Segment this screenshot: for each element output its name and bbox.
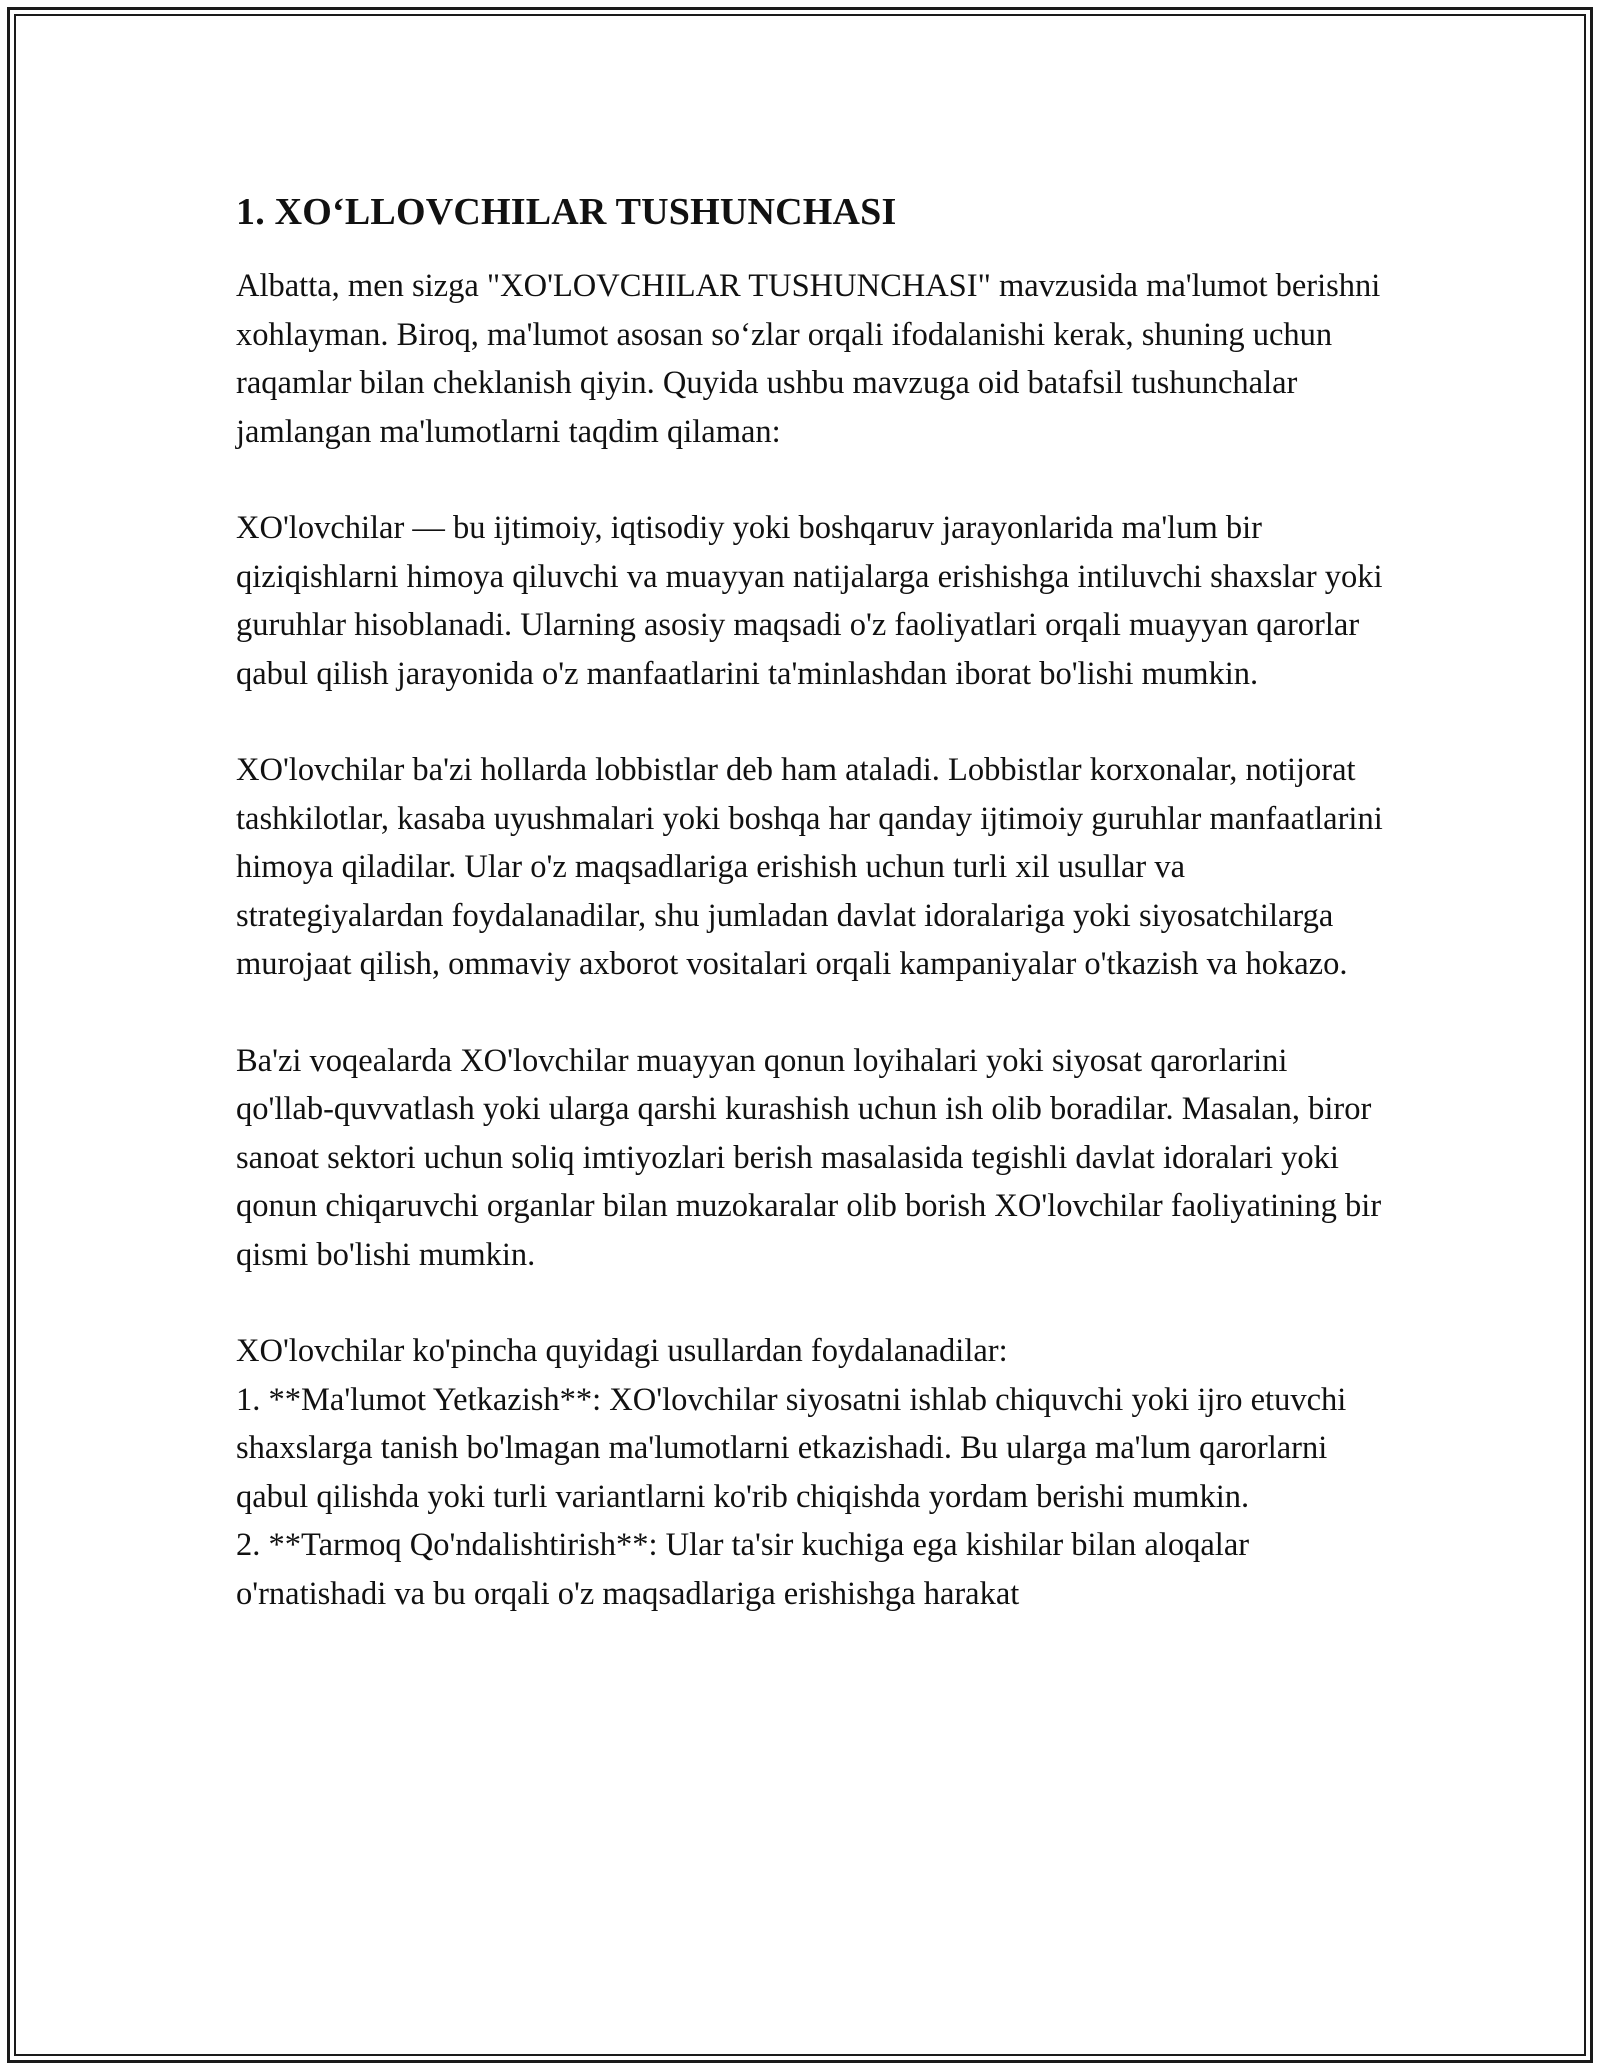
paragraph-intro: Albatta, men sizga "XO'LOVCHILAR TUSHUNCHASI" mavzusida ma'lumot berishni xohlayman. Biroq, ma'lumot asosan so‘zlar orqali ifodalanishi kerak, shuning uchun raqamlar bilan cheklanish qiyin. Quyida ushbu mavzuga oid batafsil tushunchalar jamlangan ma'lumotlarni taqdim qilaman: <box>236 268 1381 450</box>
list-intro: XO'lovchilar ko'pincha quyidagi usullardan foydalanadilar: <box>236 1333 1008 1369</box>
paragraph-definition: XO'lovchilar — bu ijtimoiy, iqtisodiy yoki boshqaruv jarayonlarida ma'lum bir qiziqishlarni himoya qiluvchi va muayyan natijalarga erishishga intiluvchi shaxslar yoki guruhlar hisoblanadi. Ularning asosiy maqsadi o'z faoliyatlari orqali muayyan qarorlar qabul qilish jarayonida o'z manfaatlarini ta'minlashdan iborat bo'lishi mumkin. <box>236 510 1383 692</box>
document-title: 1. XO‘LLOVCHILAR TUSHUNCHASI <box>236 191 897 233</box>
paragraph-lobbyists: XO'lovchilar ba'zi hollarda lobbistlar deb ham ataladi. Lobbistlar korxonalar, notijorat tashkilotlar, kasaba uyushmalari yoki boshqa har qanday ijtimoiy guruhlar manfaatlarini himoya qiladilar. Ular o'z maqsadlariga erishish uchun turli xil usullar va strategiyalardan foydalanadilar, shu jumladan davlat idoralariga yoki siyosatchilarga murojaat qilish, ommaviy axborot vositalari orqali kampaniyalar o'tkazish va hokazo. <box>236 752 1383 982</box>
paragraph-examples: Ba'zi voqealarda XO'lovchilar muayyan qonun loyihalari yoki siyosat qarorlarini qo'llab-quvvatlash yoki ularga qarshi kurashish uchun ish olib boradilar. Masalan, biror sanoat sektori uchun soliq imtiyozlari berish masalasida tegishli davlat idoralari yoki qonun chiqaruvchi organlar bilan muzokaralar olib borish XO'lovchilar faoliyatining bir qismi bo'lishi mumkin. <box>236 1042 1382 1273</box>
list-item: 1. **Ma'lumot Yetkazish**: XO'lovchilar siyosatni ishlab chiquvchi yoki ijro etuvchi shaxslarga tanish bo'lmagan ma'lumotlarni etkazishadi. Bu ularga ma'lum qarorlarni qabul qilishda yoki turli variantlarni ko'rib chiqishda yordam berishi mumkin. <box>236 1381 1347 1515</box>
methods-list <box>236 1327 1386 1618</box>
document-body <box>236 186 1386 1618</box>
list-item: 2. **Tarmoq Qo'ndalishtirish**: Ular ta'sir kuchiga ega kishilar bilan aloqalar o'rnatishadi va bu orqali o'z maqsadlariga erishishga harakat <box>236 1527 1250 1612</box>
